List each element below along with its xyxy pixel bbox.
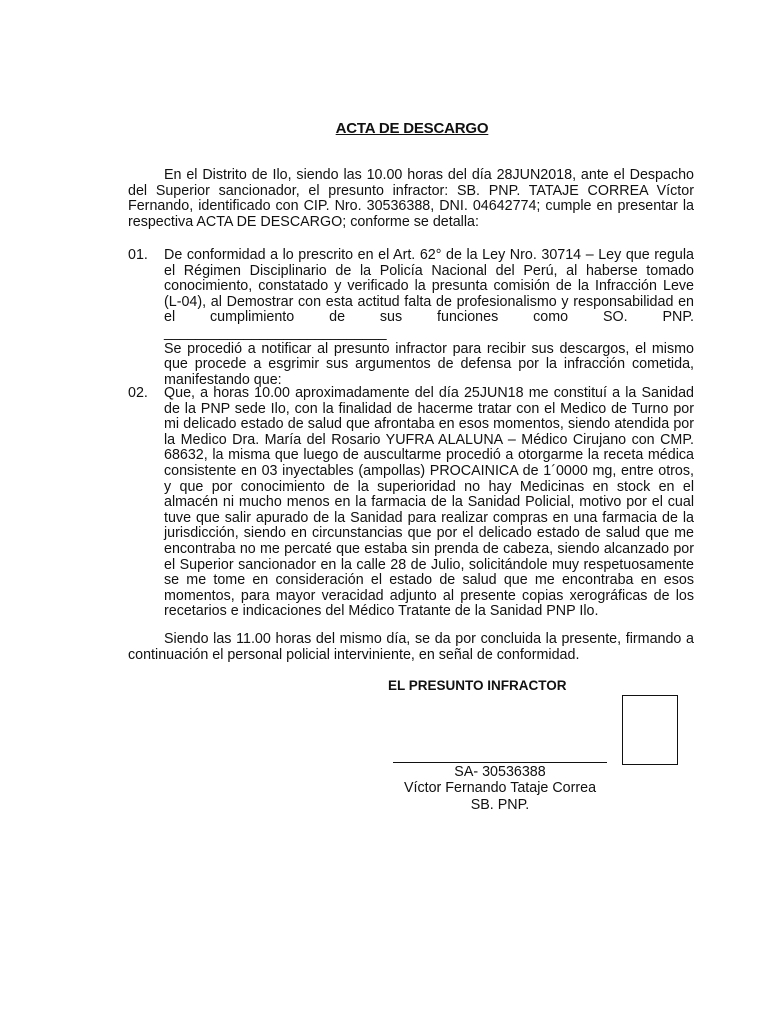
item-paragraph: De conformidad a lo prescrito en el Art. 62° de la Ley Nro. 30714 – Ley que regula el Régimen Disciplinario de la Policía Nacional del Perú, al haberse tomado conocimiento, constatado y verificado la presunta comisión de la Infracción Leve (L-04), al Demostrar con esta actitud falta de profesionalismo y responsabilidad en el cumplimiento de sus funciones como SO. PNP. ____________________________ [164, 247, 694, 341]
item-paragraph: Se procedió a notificar al presunto infractor para recibir sus descargos, el mismo que procede a esgrimir sus argumentos de defensa por la infracción cometida, manifestando que: [164, 340, 694, 388]
item-body [164, 386, 694, 620]
signature-heading: EL PRESUNTO INFRACTOR [388, 678, 567, 693]
intro-paragraph: En el Distrito de Ilo, siendo las 10.00 horas del día 28JUN2018, ante el Despacho del Superior sancionador, el presunto infractor: SB. PNP. TATAJE CORREA Víctor Fernando, identificado con CIP. Nro. 30536388, DNI. 04642774; cumple en presentar la respectiva ACTA DE DESCARGO; conforme se detalla: [128, 167, 694, 230]
thumbprint-box [622, 695, 678, 765]
signature-line [393, 762, 607, 763]
signature-cip: SA- 30536388 [454, 764, 546, 780]
item-paragraph: Que, a horas 10.00 aproximadamente del día 25JUN18 me constituí a la Sanidad de la PNP sede Ilo, con la finalidad de hacerme tratar con el Medico de Turno por mi delicado estado de salud que afrontaba en esos momentos, siendo atendida por la Medico Dra. María del Rosario YUFRA ALALUNA – Médico Cirujano con CMP. 68632, la misma que luego de auscultarme procedió a otorgarme la receta médica consistente en 03 inyectables (ampollas) PROCAINICA de 1´0000 mg, entre otros, y que por conocimiento de la superioridad no hay Medicinas en stock en el almacén ni mucho menos en la farmacia de la Sanidad Policial, motivo por el cual tuve que salir apurado de la Sanidad para realizar compras en una farmacia de la jurisdicción, siendo en circunstancias que por el delicado estado de salud que me encontraba no me percaté que estaba sin prenda de cabeza, siendo alcanzado por el Superior sancionador en la calle 28 de Julio, solicitándole muy respetuosamente se me tome en consideración el estado de salud que me encontraba en esos momentos, para mayor veracidad adjunto al presente copias xerográficas de los recetarios e indicaciones del Médico Tratante de la Sanidad PNP Ilo. [164, 385, 694, 620]
item-number: 02. [128, 385, 148, 401]
signature-rank: SB. PNP. [470, 797, 530, 813]
item-body [164, 248, 694, 388]
document-title: ACTA DE DESCARGO [335, 120, 489, 137]
signature-name: Víctor Fernando Tataje Correa [403, 780, 597, 796]
closing-paragraph: Siendo las 11.00 horas del mismo día, se da por concluida la presente, firmando a continuación el personal policial interviniente, en señal de conformidad. [128, 631, 694, 663]
item-number: 01. [128, 247, 148, 263]
